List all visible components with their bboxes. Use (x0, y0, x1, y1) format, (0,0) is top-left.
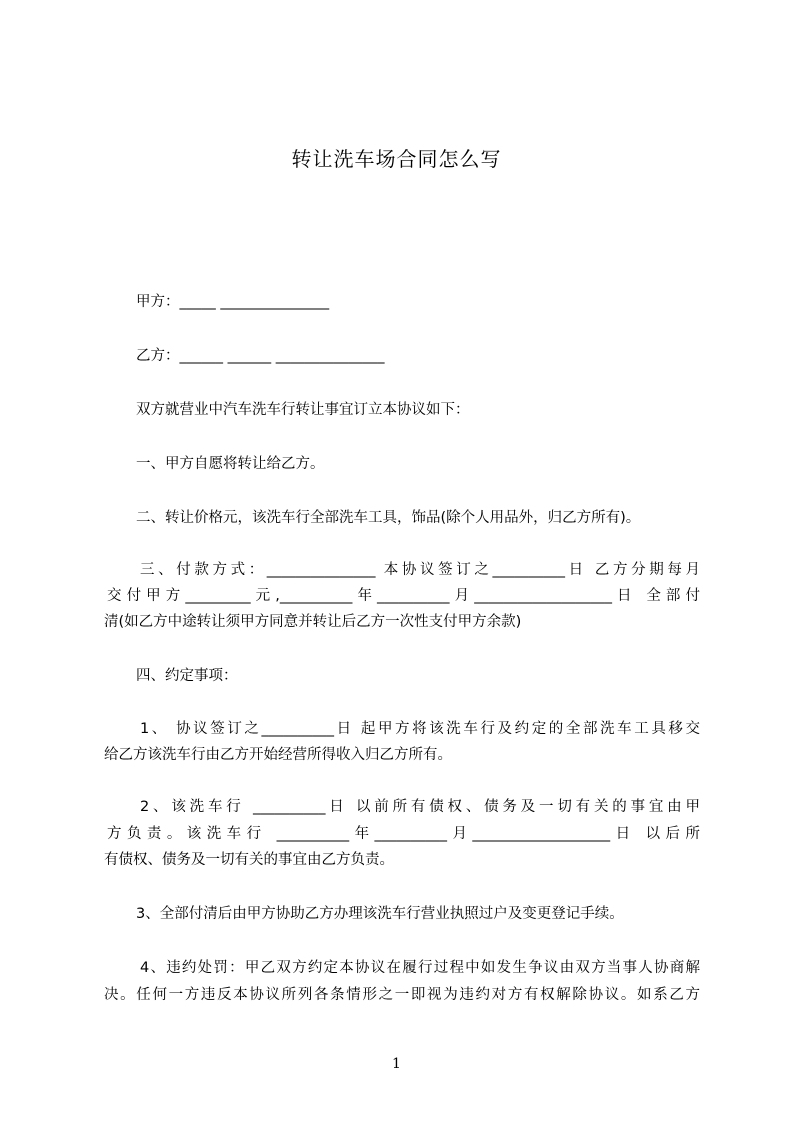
clause-4-heading: 四、约定事项： (136, 668, 238, 684)
clause-3-line-1: 三、付款方式：_______________ 本协议签订之__________日 乙方分期每月 (140, 562, 700, 578)
item-2-line-1: 2、该洗车行 __________日 以前所有债权、债务及一切有关的事宜由甲 (140, 799, 700, 815)
page-number: 1 (392, 1056, 401, 1072)
item-2-line-2: 方负责。该洗车行 __________年__________月___________________日 以后所 (107, 826, 700, 842)
party-b-line: 乙方：______ ______ _______________ (136, 348, 385, 364)
clause-3-line-3: 清(如乙方中途转让须甲方同意并转让后乙方一次性支付甲方余款) (104, 614, 522, 630)
item-1-line-1: 1、 协议签订之__________日 起甲方将该洗车行及约定的全部洗车工具移交 (140, 721, 700, 737)
item-2-line-3: 有债权、债务及一切有关的事宜由乙方负责。 (104, 852, 394, 868)
item-4-line-1: 4、违约处罚：甲乙双方约定本协议在履行过程中如发生争议由双方当事人协商解 (140, 960, 700, 976)
clause-1-line: 一、甲方自愿将转让给乙方。 (136, 456, 325, 472)
clause-2-line: 二、转让价格元，该洗车行全部洗车工具，饰品(除个人用品外，归乙方所有)。 (136, 510, 641, 526)
document-title: 转让洗车场合同怎么写 (291, 147, 502, 171)
item-4-line-2: 决。任何一方违反本协议所列各条情形之一即视为违约对方有权解除协议。如系乙方 (104, 987, 700, 1003)
item-3-line: 3、全部付清后由甲方协助乙方办理该洗车行营业执照过户及变更登记手续。 (136, 906, 624, 922)
intro-line: 双方就营业中汽车洗车行转让事宜订立本协议如下： (136, 402, 470, 418)
clause-3-line-2: 交付甲方_________元,__________年__________月___________________日 全部付 (107, 588, 700, 604)
party-a-line: 甲方：_____ _______________ (136, 294, 330, 310)
item-1-line-2: 给乙方该洗车行由乙方开始经营所得收入归乙方所有。 (104, 747, 452, 763)
